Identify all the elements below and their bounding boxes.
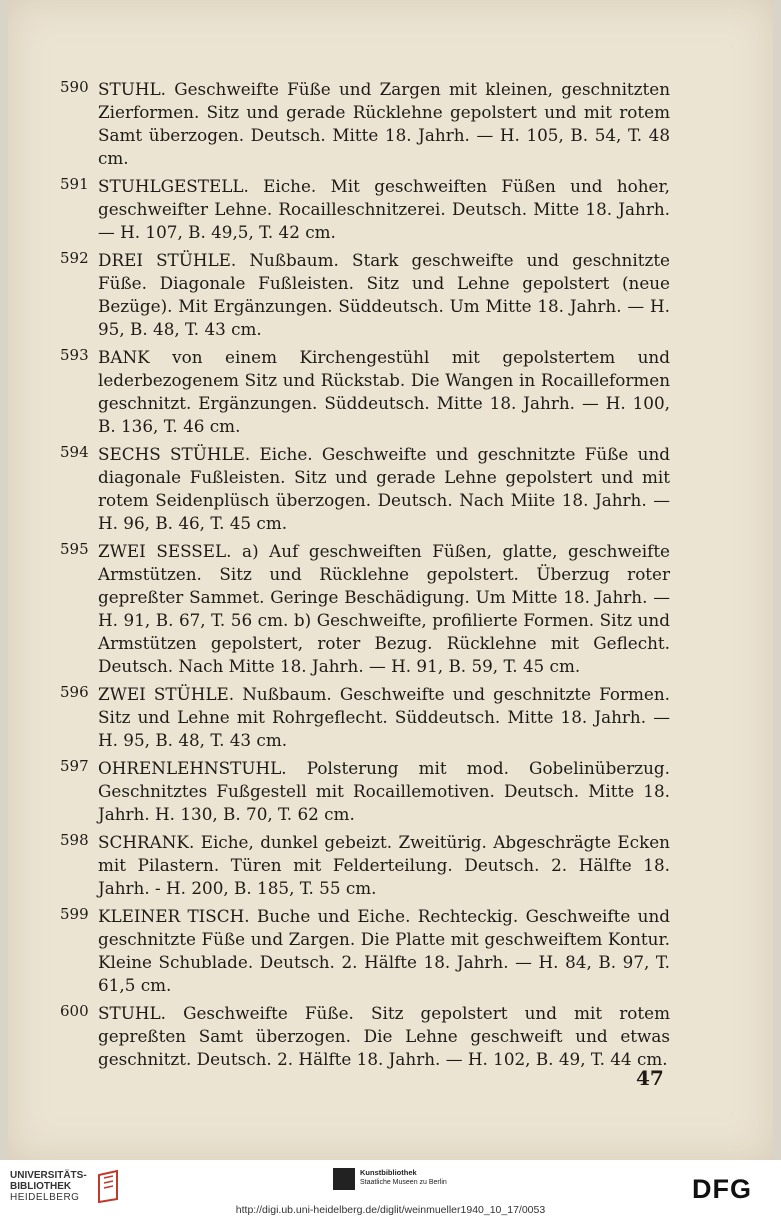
catalog-entry-593 xyxy=(60,346,670,438)
entry-number: 597 xyxy=(60,757,89,775)
dfg-logo[interactable]: DFG xyxy=(692,1174,752,1204)
ub-line3: HEIDELBERG xyxy=(10,1191,80,1203)
catalog-entry-594 xyxy=(60,443,670,535)
entry-number: 595 xyxy=(60,540,89,558)
ub-emblem-icon xyxy=(95,1169,123,1203)
entry-number: 593 xyxy=(60,346,89,364)
catalog-entry-595 xyxy=(60,540,670,678)
entry-number: 598 xyxy=(60,831,89,849)
entry-text: SECHS STÜHLE. Eiche. Geschweifte und geschnitzte Füße und diagonale Fußleisten. Sitz und gerade Lehne gepolstert und mit rotem Seidenplüsch überzogen. Deutsch. Nach Miite 18. Jahrh. — H. 96, B. 46, T. 45 cm. xyxy=(98,444,670,533)
entry-text: STUHL. Geschweifte Füße und Zargen mit kleinen, geschnitzten Zierformen. Sitz und gerade Rücklehne gepolstert und mit rotem Samt überzogen. Deutsch. Mitte 18. Jahrh. — H. 105, B. 54, T. 48 cm. xyxy=(98,79,670,168)
catalog-entry-598 xyxy=(60,831,670,900)
catalog-entry-599 xyxy=(60,905,670,997)
entry-text: OHRENLEHNSTUHL. Polsterung mit mod. Gobelinüberzug. Geschnitztes Fußgestell mit Rocaillemotiven. Deutsch. Mitte 18. Jahrh. H. 130, B. 70, T. 62 cm. xyxy=(98,758,670,824)
kunstbibliothek-logo[interactable] xyxy=(333,1168,447,1190)
entry-text: DREI STÜHLE. Nußbaum. Stark geschweifte und geschnitzte Füße. Diagonale Fußleisten. Sitz und Lehne gepolstert (neue Bezüge). Mit Ergänzungen. Süddeutsch. Um Mitte 18. Jahrh. — H. 95, B. 48, T. 43 cm. xyxy=(98,250,670,339)
ub-line1: UNIVERSITÄTS- xyxy=(10,1169,87,1181)
entry-number: 590 xyxy=(60,78,89,96)
catalog-entry-600 xyxy=(60,1002,670,1071)
entry-number: 599 xyxy=(60,905,89,923)
entry-text: ZWEI STÜHLE. Nußbaum. Geschweifte und geschnitzte Formen. Sitz und Lehne mit Rohrgeflecht. Süddeutsch. Mitte 18. Jahrh. — H. 95, B. 48, T. 43 cm. xyxy=(98,684,670,750)
kb-square-icon xyxy=(333,1168,355,1190)
permalink-url[interactable]: http://digi.ub.uni-heidelberg.de/diglit/weinmueller1940_10_17/0053 xyxy=(235,1204,546,1216)
kb-line1: Kunstbibliothek xyxy=(360,1168,417,1177)
catalog-entry-590 xyxy=(60,78,670,170)
viewer-footer xyxy=(0,1160,781,1219)
entry-number: 600 xyxy=(60,1002,89,1020)
catalog-entry-596 xyxy=(60,683,670,752)
ub-line2: BIBLIOTHEK xyxy=(10,1180,72,1192)
entry-text: STUHL. Geschweifte Füße. Sitz gepolstert und mit rotem gepreßten Samt überzogen. Die Lehne geschweift und etwas geschnitzt. Deutsch. 2. Hälfte 18. Jahrh. — H. 102, B. 49, T. 44 cm. xyxy=(98,1003,670,1069)
entry-number: 596 xyxy=(60,683,89,701)
entry-number: 591 xyxy=(60,175,89,193)
entry-text: ZWEI SESSEL. a) Auf geschweiften Füßen, glatte, geschweifte Armstützen. Sitz und Rücklehne gepolstert. Überzug roter gepreßter Sammet. Geringe Beschädigung. Um Mitte 18. Jahrh. — H. 91, B. 67, T. 56 cm. b) Geschweifte, profilierte Formen. Sitz und Armstützen gepolstert, roter Bezug. Rücklehne mit Geflecht. Deutsch. Nach Mitte 18. Jahrh. — H. 91, B. 59, T. 45 cm. xyxy=(98,541,670,676)
entry-text: KLEINER TISCH. Buche und Eiche. Rechteckig. Geschweifte und geschnitzte Füße und Zargen. Die Platte mit geschweiftem Kontur. Kleine Schublade. Deutsch. 2. Hälfte 18. Jahrh. — H. 84, B. 97, T. 61,5 cm. xyxy=(98,906,670,995)
kb-line2: Staatliche Museen zu Berlin xyxy=(360,1179,447,1186)
entry-number: 594 xyxy=(60,443,89,461)
entry-number: 592 xyxy=(60,249,89,267)
scanned-page xyxy=(8,0,773,1160)
catalog-entry-592 xyxy=(60,249,670,341)
catalog-entry-597 xyxy=(60,757,670,826)
entry-text: SCHRANK. Eiche, dunkel gebeizt. Zweitürig. Abgeschrägte Ecken mit Pilastern. Türen mit Felderteilung. Deutsch. 2. Hälfte 18. Jahrh. - H. 200, B. 185, T. 55 cm. xyxy=(98,832,670,898)
entry-text: STUHLGESTELL. Eiche. Mit geschweiften Füßen und hoher, geschweifter Lehne. Rocailleschnitzerei. Deutsch. Mitte 18. Jahrh. — H. 107, B. 49,5, T. 42 cm. xyxy=(98,176,670,242)
page-number: 47 xyxy=(636,1066,664,1090)
catalog-entries xyxy=(60,78,670,1076)
ub-heidelberg-logo[interactable] xyxy=(10,1169,123,1203)
catalog-entry-591 xyxy=(60,175,670,244)
entry-text: BANK von einem Kirchengestühl mit gepolstertem und lederbezogenem Sitz und Rückstab. Die Wangen in Rocailleformen geschnitzt. Ergänzungen. Süddeutsch. Mitte 18. Jahrh. — H. 100, B. 136, T. 46 cm. xyxy=(98,347,670,436)
